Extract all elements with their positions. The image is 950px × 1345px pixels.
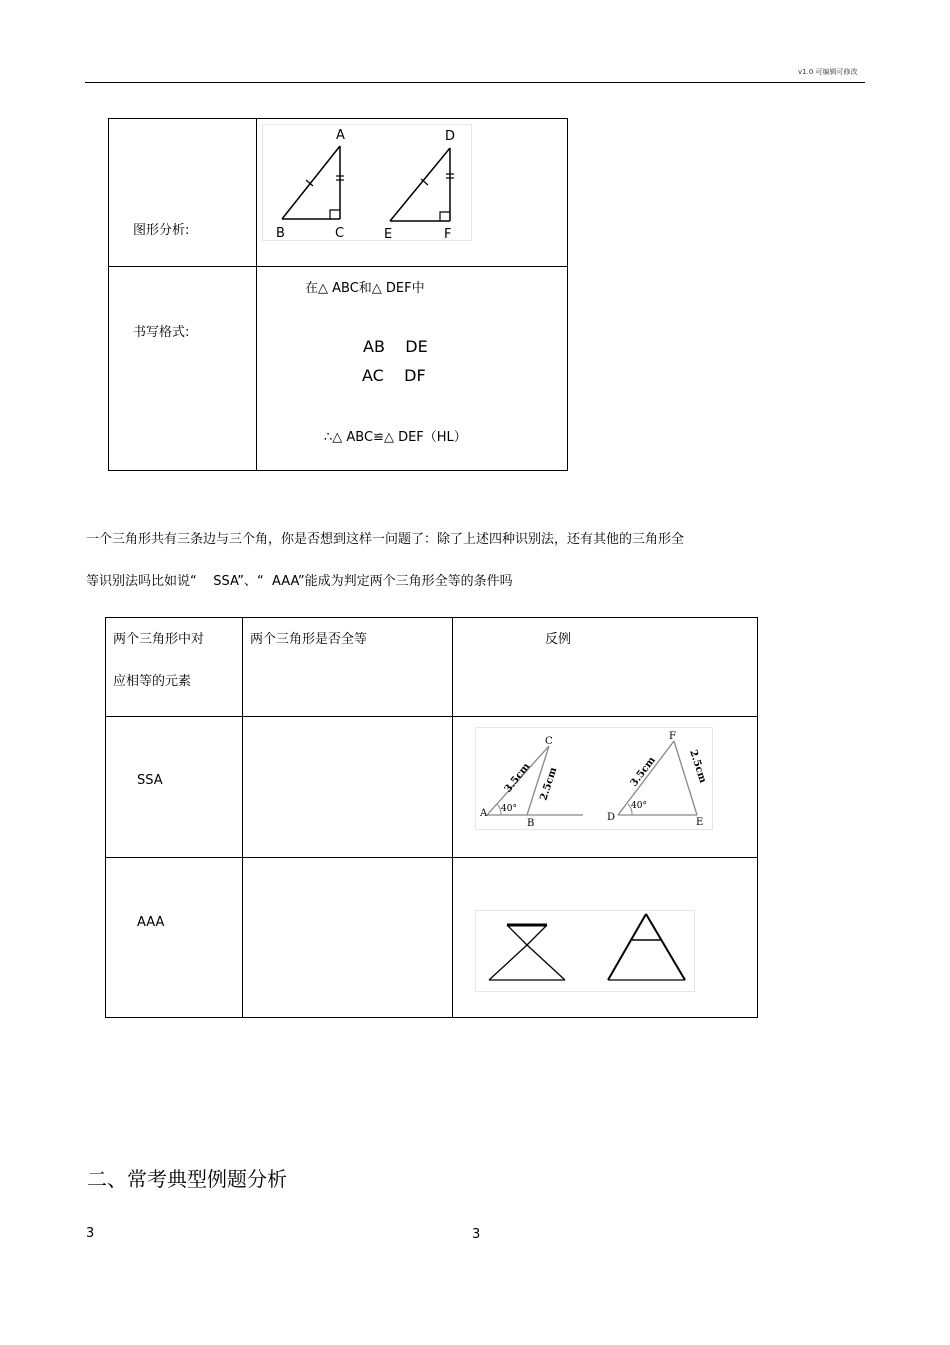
hl-table [108,118,568,471]
ssa-label-f: F [669,731,676,742]
hl-figure-cell [257,119,568,267]
ssa-right-triangle [618,741,697,815]
conditions-table [105,617,758,1018]
row-ssa-label-cell [106,717,243,858]
ssa-label-a: A [480,808,488,819]
ssa-right-angle: 40° [631,801,647,811]
label-b: B [276,226,285,241]
hl-row2-label-cell [109,267,257,471]
header-rule [85,82,865,83]
aaa-counterexample-figure [475,910,697,994]
label-d: D [445,129,456,144]
aaa-hourglass-triangles [489,925,565,980]
proof-line-ac-df: AC DF [362,366,426,385]
writing-format-label: 书写格式: [133,325,190,340]
paragraph-line-1: 一个三角形共有三条边与三个角，你是否想到这样一问题了：除了上述四种识别法，还有其他的三角形全 [86,532,685,547]
proof-line-ab-de: AB DE [363,337,428,356]
paragraph-line-2: 等识别法吗比如说“ SSA”、“ AAA”能成为判定两个三角形全等的条件吗 [86,574,513,589]
label-a: A [336,128,345,143]
ssa-left-angle: 40° [501,804,517,814]
hl-proof-cell [257,267,568,471]
header-cell-elements [106,618,243,717]
aaa-nested-triangles [608,914,685,980]
ssa-label-d: D [607,812,616,823]
proof-conclusion: ∴△ ABC≌△ DEF（HL） [324,430,467,445]
ssa-label-e: E [696,817,704,828]
header-elements-line2: 应相等的元素 [113,674,192,689]
row-aaa-figure-cell [453,858,758,1018]
ssa-right-side-df: 3.5cm [628,754,658,789]
proof-intro: 在△ ABC和△ DEF中 [305,281,425,296]
row-aaa-label: AAA [137,915,165,930]
header-counterexample: 反例 [545,632,572,647]
footer-page-number-left: 3 [86,1226,95,1241]
footer-page-number-center: 3 [472,1227,481,1242]
hl-triangles-figure [262,124,474,242]
row-aaa-label-cell [106,858,243,1018]
header-cell-congruent [243,618,453,717]
row-ssa-label: SSA [137,773,163,788]
label-f: F [444,227,452,242]
header-version-note: v1.0 可编辑可修改 [798,68,858,76]
figure-analysis-label: 图形分析: [133,223,190,238]
row-ssa-figure-cell [453,717,758,858]
ssa-counterexample-figure [475,727,715,833]
ssa-label-c: C [545,736,553,747]
label-c: C [335,226,345,241]
row-ssa-answer-cell [243,717,453,858]
section-heading: 二、常考典型例题分析 [87,1167,287,1191]
header-congruent: 两个三角形是否全等 [250,632,368,647]
row-aaa-answer-cell [243,858,453,1018]
triangle-def [390,148,454,221]
header-cell-counterexample [453,618,758,717]
triangle-abc [282,146,344,219]
hl-row1-label-cell [109,119,257,267]
ssa-right-side-fe: 2.5cm [687,748,709,785]
ssa-left-side-bc: 2.5cm [538,766,560,802]
ssa-left-side-ac: 3.5cm [502,761,533,795]
header-elements-line1: 两个三角形中对 [113,632,205,647]
ssa-label-b: B [527,818,535,829]
label-e: E [384,227,393,242]
